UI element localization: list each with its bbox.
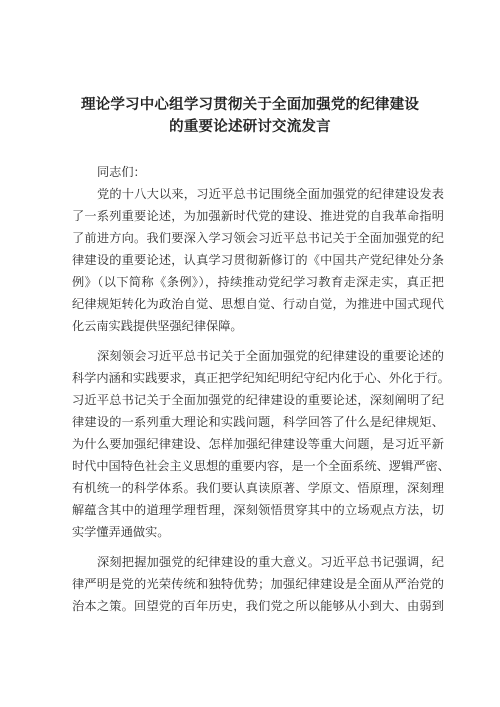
paragraph-line: 了前进方向。我们要深入学习领会习近平总书记关于全面加强党的纪: [72, 231, 444, 245]
paragraph-line: 治本之策。回望党的百年历史，我们党之所以能够从小到大、由弱到: [72, 599, 444, 613]
document-title-line-1: 理论学习中心组学习贯彻关于全面加强党的纪律建设: [80, 97, 420, 113]
document-title-line-2: 的重要论述研讨交流发言: [169, 119, 331, 135]
paragraph-line: 律建设的一系列重大理论和实践问题，科学回答了什么是纪律规矩、: [72, 415, 444, 429]
paragraph-line: 习近平总书记关于全面加强党的纪律建设的重要论述，深刻阐明了纪: [72, 393, 444, 407]
paragraph-line: 律建设的重要论述，认真学习贯彻新修订的《中国共产党纪律处分条: [72, 253, 444, 267]
paragraph-line: 时代中国特色社会主义思想的重要内容，是一个全面系统、逻辑严密、: [72, 459, 450, 473]
paragraph-line: 为什么要加强纪律建设、怎样加强纪律建设等重大问题，是习近平新: [72, 437, 444, 451]
paragraph-line: 科学内涵和实践要求，真正把学纪知纪明纪守纪内化于心、外化于行。: [72, 371, 450, 385]
greeting: 同志们：: [97, 165, 146, 179]
paragraph-line: 深刻领会习近平总书记关于全面加强党的纪律建设的重要论述的: [97, 349, 444, 363]
paragraph-line: 律严明是党的光荣传统和独特优势；加强纪律建设是全面从严治党的: [72, 577, 444, 591]
paragraph-line: 实学懂弄通做实。: [72, 525, 170, 539]
paragraph-line: 了一系列重要论述，为加强新时代党的建设、推进党的自我革命指明: [72, 209, 444, 223]
paragraph-line: 解蕴含其中的道理学理哲理，深刻领悟贯穿其中的立场观点方法，切: [72, 503, 444, 517]
paragraph-line: 化云南实践提供坚强纪律保障。: [72, 319, 243, 333]
paragraph-line: 党的十八大以来，习近平总书记围绕全面加强党的纪律建设发表: [97, 187, 444, 201]
paragraph-line: 深刻把握加强党的纪律建设的重大意义。习近平总书记强调，纪: [97, 555, 444, 569]
paragraph-line: 例》（以下简称《条例》），持续推动党纪学习教育走深走实，真正把: [72, 275, 444, 289]
paragraph-line: 有机统一的科学体系。我们要认真读原著、学原文、悟原理，深刻理: [72, 481, 444, 495]
paragraph-line: 纪律规矩转化为政治自觉、思想自觉、行动自觉，为推进中国式现代: [72, 297, 444, 311]
